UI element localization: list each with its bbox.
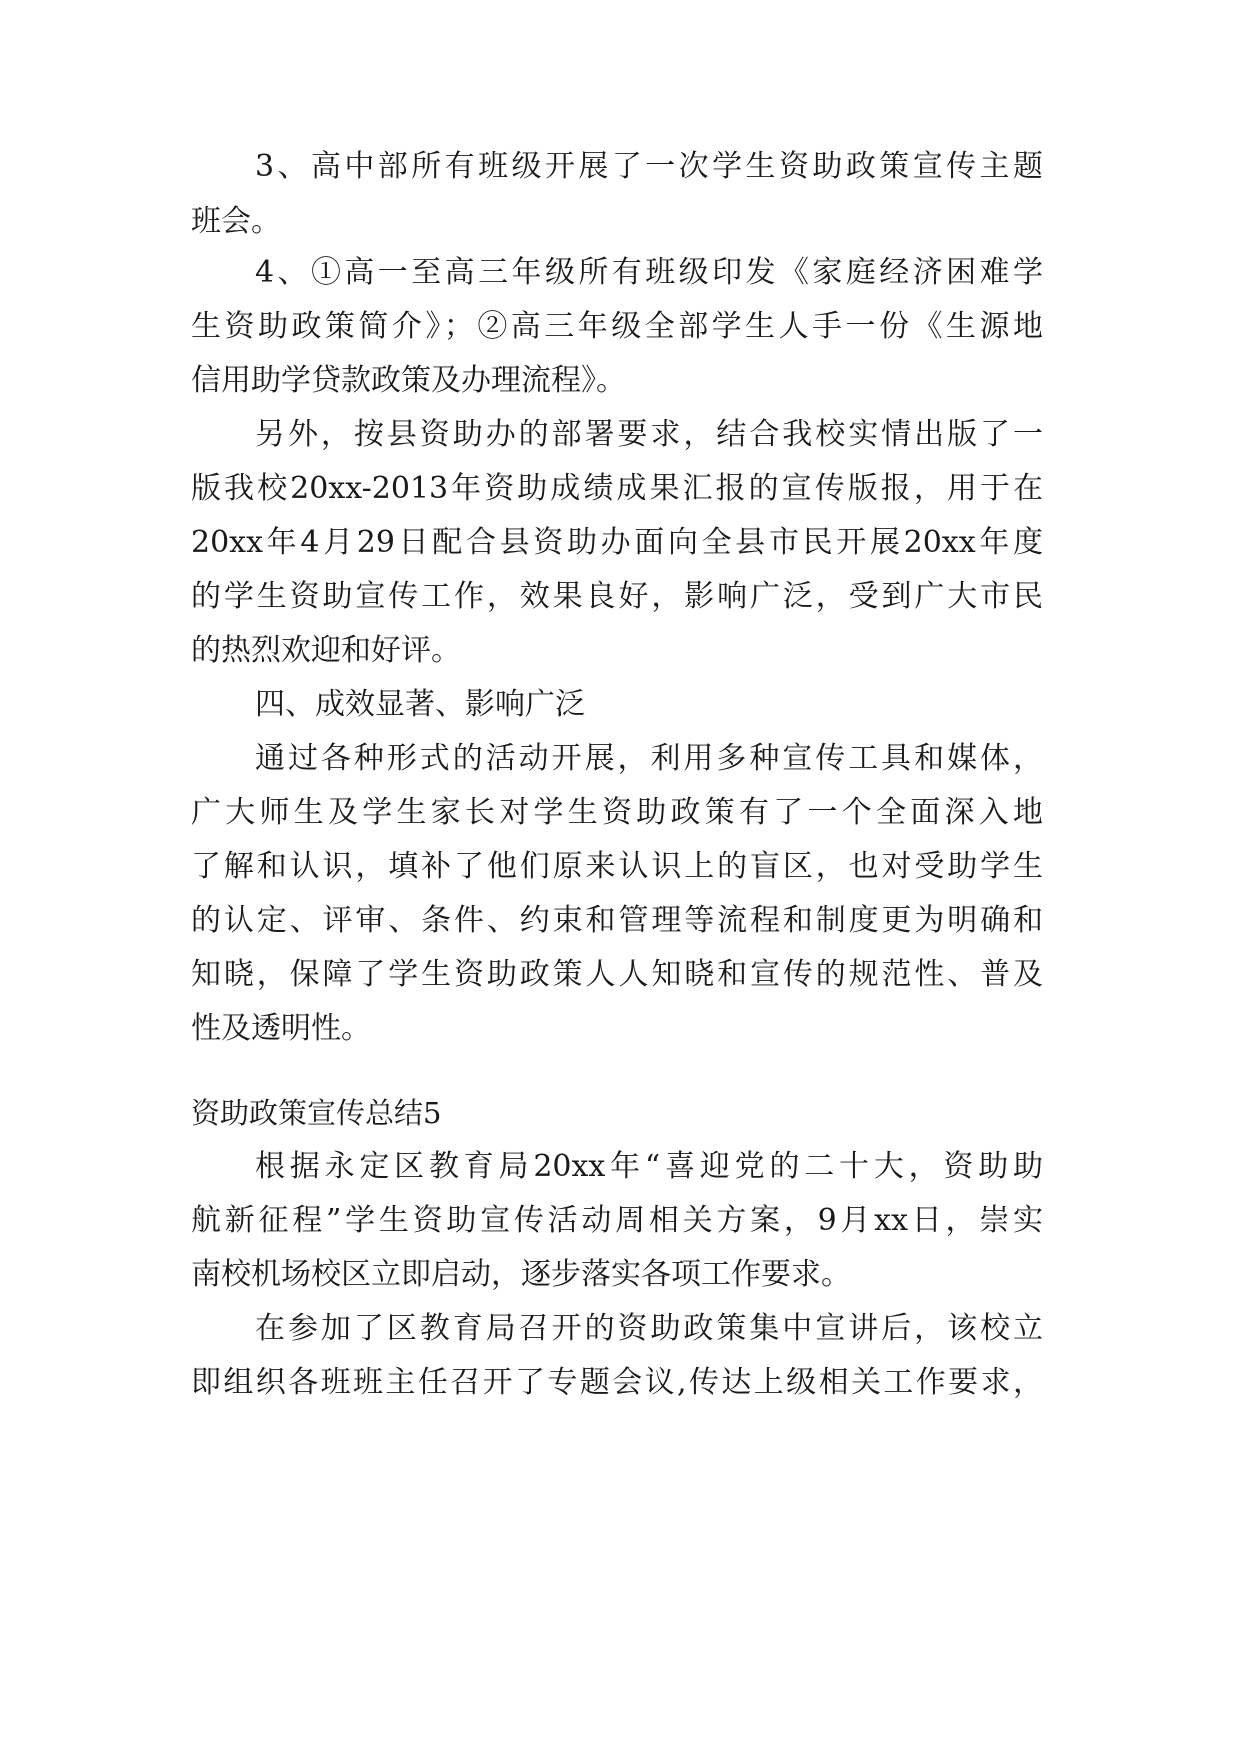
paragraph-2-line-1: 4、①高一至高三年级所有班级印发《家庭经济困难学 xyxy=(255,255,1043,290)
paragraph-3-line-5: 的热烈欢迎和好评。 xyxy=(191,633,461,668)
paragraph-7-line-1: 根据永定区教育局20xx年“喜迎党的二十大，资助助 xyxy=(255,1149,1043,1184)
paragraph-8-line-1: 在参加了区教育局召开的资助政策集中宣讲后，该校立 xyxy=(255,1311,1043,1346)
section-title: 资助政策宣传总结5 xyxy=(191,1096,442,1130)
paragraph-7-line-3: 南校机场校区立即启动，逐步落实各项工作要求。 xyxy=(191,1257,851,1292)
paragraph-5-line-5: 知晓，保障了学生资助政策人人知晓和宣传的规范性、普及 xyxy=(191,957,1043,992)
paragraph-7-line-2: 航新征程”学生资助宣传活动周相关方案，9月xx日，崇实 xyxy=(191,1203,1043,1238)
paragraph-2-line-3: 信用助学贷款政策及办理流程》。 xyxy=(191,363,626,398)
paragraph-3-line-3: 20xx年4月29日配合县资助办面向全县市民开展20xx年度 xyxy=(191,525,1043,560)
paragraph-2-line-2: 生资助政策简介》；②高三年级全部学生人手一份《生源地 xyxy=(191,309,1043,344)
paragraph-3-line-1: 另外，按县资助办的部署要求，结合我校实情出版了一 xyxy=(255,417,1043,452)
paragraph-5-line-6: 性及透明性。 xyxy=(191,1011,371,1046)
paragraph-1-line-1: 3、高中部所有班级开展了一次学生资助政策宣传主题 xyxy=(255,149,1043,184)
paragraph-3-line-2: 版我校20xx-2013年资助成绩成果汇报的宣传版报，用于在 xyxy=(191,471,1043,506)
paragraph-1-line-2: 班会。 xyxy=(191,204,281,239)
section-heading-4: 四、成效显著、影响广泛 xyxy=(255,687,585,722)
paragraph-5-line-2: 广大师生及学生家长对学生资助政策有了一个全面深入地 xyxy=(191,795,1043,830)
paragraph-5-line-4: 的认定、评审、条件、约束和管理等流程和制度更为明确和 xyxy=(191,903,1043,938)
paragraph-8-line-2: 即组织各班班主任召开了专题会议,传达上级相关工作要求， xyxy=(191,1365,1043,1400)
paragraph-5-line-1: 通过各种形式的活动开展，利用多种宣传工具和媒体， xyxy=(255,741,1043,776)
paragraph-5-line-3: 了解和认识，填补了他们原来认识上的盲区，也对受助学生 xyxy=(191,849,1043,884)
paragraph-3-line-4: 的学生资助宣传工作，效果良好，影响广泛，受到广大市民 xyxy=(191,579,1043,614)
